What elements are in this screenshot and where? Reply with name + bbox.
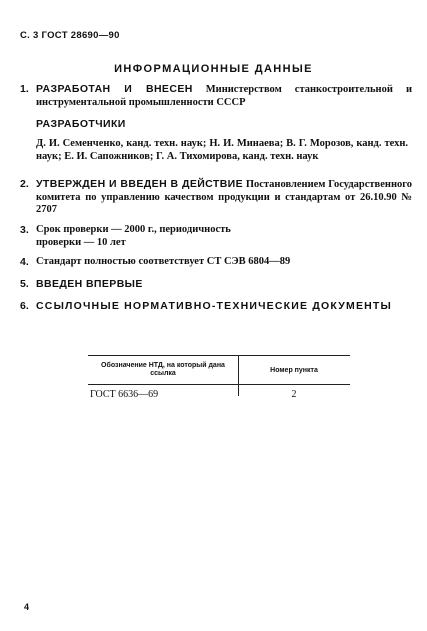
item-body	[36, 83, 412, 109]
section-title: ИНФОРМАЦИОННЫЕ ДАННЫЕ	[114, 63, 313, 75]
table-header	[88, 356, 350, 385]
developers-list: Д. И. Семенченко, канд. техн. наук; Н. И. Минаева; В. Г. Морозов, канд. техн. наук; Е. И. Сапожников; Г. А. Тихомирова, канд. техн. наук	[36, 138, 408, 162]
table-cell-document: ГОСТ 6636—69	[90, 389, 159, 400]
developers-heading: РАЗРАБОТЧИКИ	[36, 118, 126, 130]
page-number: 4	[24, 602, 30, 612]
item-text: Министерством станкостроительной и инструментальной промышленности СССР	[36, 84, 412, 108]
item-number: 6.	[20, 300, 29, 312]
item-body	[36, 178, 412, 217]
item-text: Постановлением Государственного комитета по управлению качеством продукции и стандартам от 26.10.90 № 2707	[36, 179, 412, 215]
item-heading: РАЗРАБОТАН И ВНЕСЕН	[36, 83, 193, 95]
item-heading: ВВЕДЕН ВПЕРВЫЕ	[36, 278, 143, 290]
item-heading: ССЫЛОЧНЫЕ НОРМАТИВНО-ТЕХНИЧЕСКИЕ ДОКУМЕНТЫ	[36, 300, 393, 312]
item-number: 5.	[20, 278, 29, 290]
item-text: Срок проверки — 2000 г., периодичность проверки — 10 лет	[36, 224, 231, 248]
item-number: 3.	[20, 224, 29, 236]
item-number: 1.	[20, 83, 29, 95]
references-table	[88, 355, 350, 405]
table-header-document: Обозначение НТД, на который дана ссылка	[101, 362, 225, 377]
table-header-clause: Номер пункта	[270, 367, 318, 374]
item-number: 4.	[20, 256, 29, 268]
table-row	[88, 385, 350, 405]
table-cell-clause: 2	[291, 389, 297, 400]
running-header: С. 3 ГОСТ 28690—90	[20, 30, 120, 41]
item-number: 2.	[20, 178, 29, 190]
item-text: Стандарт полностью соответствует СТ СЭВ 6804—89	[36, 256, 291, 267]
item-heading: УТВЕРЖДЕН И ВВЕДЕН В ДЕЙСТВИЕ	[36, 178, 244, 190]
